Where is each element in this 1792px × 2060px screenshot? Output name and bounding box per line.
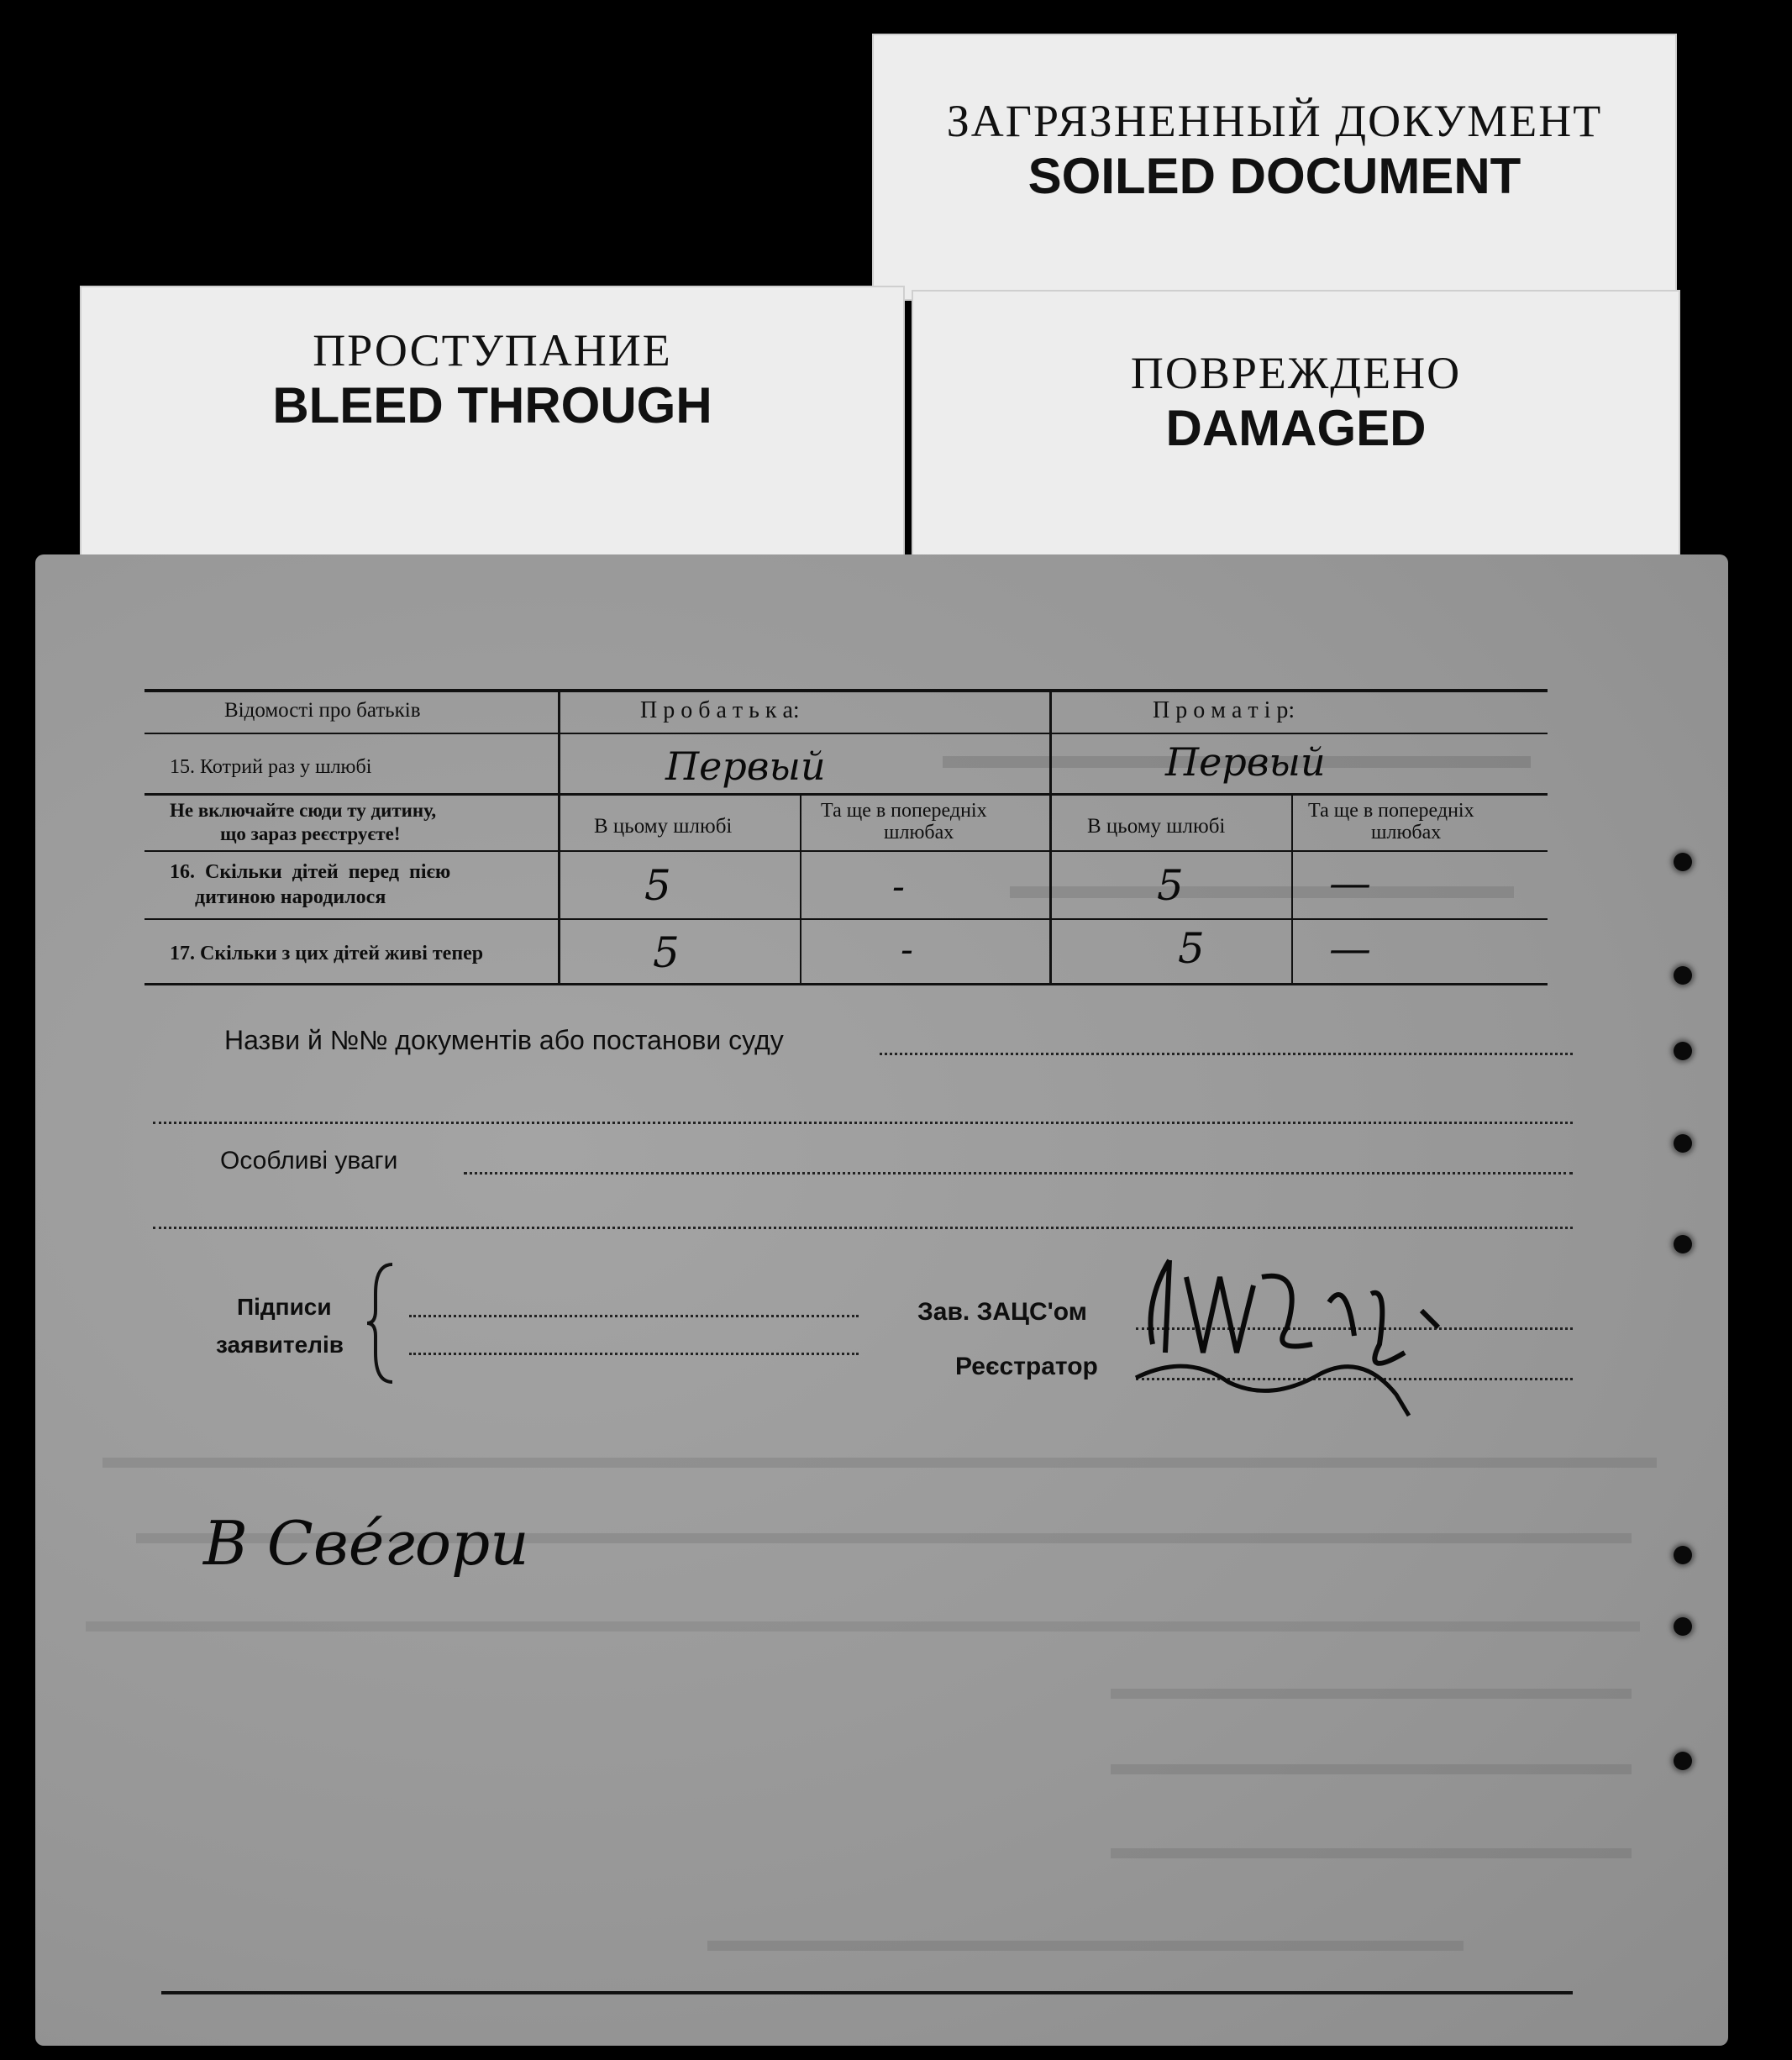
document-page [35,554,1728,2046]
father-this-marriage-header: В цьому шлюбі [594,815,733,838]
signatures-label-2: заявителів [216,1332,344,1358]
head-signature [1119,1227,1455,1420]
documents-label: Назви й №№ документів або постанови суду [224,1025,784,1055]
row-17-father-prev: - [901,928,913,971]
signatures-label-1: Підписи [237,1294,332,1320]
row-16-father-prev: - [892,865,905,908]
row-17-father-this: 5 [653,928,680,977]
bleed-through-card [80,286,905,568]
row-17-mother-this: 5 [1178,924,1205,973]
note-line-2: що зараз реєструєте! [220,823,401,844]
bottom-handwriting: В Све́гори [203,1508,529,1579]
note-line-1: Не включайте сюди ту дитину, [170,800,437,821]
bleed-label-ru: ПРОСТУПАНИЕ [313,325,672,376]
mother-this-marriage-header: В цьому шлюбі [1087,815,1226,838]
damaged-card [912,290,1680,557]
row-16-label-1: 16. Скільки дітей перед пією [170,861,451,883]
row-15-label: 15. Котрий раз у шлюбі [170,756,372,778]
mother-prev-marriage-header-2: шлюбах [1371,822,1442,843]
row-15-father-value: Первый [665,744,826,789]
bleed-label-en: BLEED THROUGH [272,377,712,434]
soiled-label-ru: ЗАГРЯЗНЕННЫЙ ДОКУМЕНТ [946,96,1603,146]
damaged-label-en: DAMAGED [1165,400,1427,456]
soiled-document-card [872,34,1677,301]
mother-prev-marriage-header-1: Та ще в попередніх [1308,800,1474,822]
head-of-registry-label: Зав. ЗАЦС'ом [917,1298,1087,1326]
table-header-mother: П р о м а т і р: [1153,697,1295,723]
signatures-brace [367,1260,401,1386]
table-header-parents: Відомості про батьків [224,699,421,722]
father-prev-marriage-header-2: шлюбах [884,822,954,843]
row-17-label: 17. Скільки з цих дітей живі тепер [170,943,484,964]
row-16-father-this: 5 [644,861,671,910]
damaged-label-ru: ПОВРЕЖДЕНО [1130,348,1462,398]
row-17-mother-prev: — [1329,924,1371,973]
registrar-label: Реєстратор [955,1353,1098,1380]
soiled-label-en: SOILED DOCUMENT [1027,148,1521,204]
father-prev-marriage-header-1: Та ще в попередніх [821,800,987,822]
row-16-label-2: дитиною народилося [195,886,386,908]
row-16-mother-this: 5 [1157,861,1184,910]
table-header-father: П р о б а т ь к а: [640,697,800,723]
row-15-mother-value: Первый [1165,739,1326,785]
special-notes-label: Особливі уваги [220,1147,398,1175]
row-16-mother-prev: — [1329,859,1371,907]
